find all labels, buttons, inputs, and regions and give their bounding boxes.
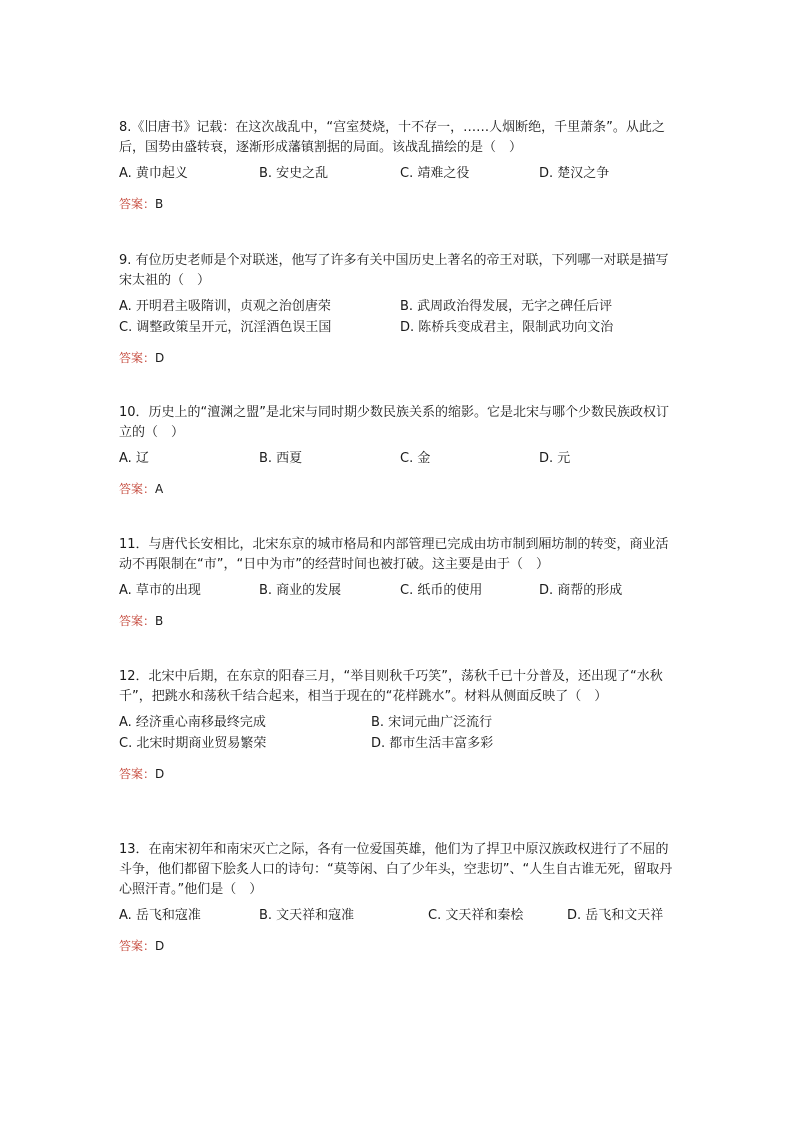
option-c: C. 调整政策呈开元，沉淫酒色误王国 <box>119 320 332 335</box>
option-b: B. 宋词元曲广泛流行 <box>371 715 493 730</box>
option-c: C. 纸币的使用 <box>400 583 483 598</box>
options-row <box>119 734 679 755</box>
option-c: C. 北宋时期商业贸易繁荣 <box>119 736 267 751</box>
options-row <box>119 297 679 318</box>
option-d: D. 楚汉之争 <box>539 166 610 181</box>
options-row <box>119 581 679 602</box>
option-a: A. 草市的出现 <box>119 583 201 598</box>
answer-label: 答案 <box>119 197 144 211</box>
question-11 <box>119 535 679 629</box>
answer-value: D <box>155 351 165 365</box>
question-stem: 8.《旧唐书》记载：在这次战乱中，“宫室焚烧，十不存一，……人烟断绝，千里萧条”。从此之后，国势由盛转衰，逐渐形成藩镇割据的局面。该战乱描绘的是（ ） <box>119 120 665 155</box>
option-c: C. 金 <box>400 451 431 466</box>
answer-label: 答案 <box>119 939 144 953</box>
option-a: A. 岳飞和寇准 <box>119 908 201 923</box>
answer-value: D <box>155 939 165 953</box>
answer-line: 答案：D <box>119 767 165 781</box>
option-b: B. 武周政治得发展，无字之碑任后评 <box>400 299 613 314</box>
option-d: D. 元 <box>539 451 571 466</box>
options-row <box>119 713 679 734</box>
question-stem: 13．在南宋初年和南宋灭亡之际，各有一位爱国英雄，他们为了捍卫中原汉族政权进行了不屈的斗争，他们都留下脍炙人口的诗句：“莫等闲、白了少年头，空悲切”、“人生自古谁无死，留取丹心照汗青。”他们是（ ） <box>119 842 673 897</box>
option-d: D. 都市生活丰富多彩 <box>371 736 494 751</box>
question-stem: 10．历史上的“澶渊之盟”是北宋与同时期少数民族关系的缩影。它是北宋与哪个少数民族政权订立的（ ） <box>119 405 670 440</box>
answer-label: 答案 <box>119 767 144 781</box>
answer-line: 答案：B <box>119 197 164 211</box>
options-row <box>119 164 679 185</box>
options-row <box>119 906 679 927</box>
option-d: D. 陈桥兵变成君主，限制武功向文治 <box>400 320 614 335</box>
option-a: A. 经济重心南移最终完成 <box>119 715 266 730</box>
question-stem: 11．与唐代长安相比，北宋东京的城市格局和内部管理已完成由坊市制到厢坊制的转变，商业活动不再限制在“市”，“日中为市”的经营时间也被打破。这主要是由于（ ） <box>119 537 669 572</box>
option-d: D. 岳飞和文天祥 <box>567 908 664 923</box>
option-b: B. 西夏 <box>259 451 303 466</box>
answer-value: B <box>155 197 164 211</box>
answer-value: D <box>155 767 165 781</box>
options <box>119 906 679 927</box>
options <box>119 581 679 602</box>
options <box>119 449 679 470</box>
option-a: A. 黄巾起义 <box>119 166 188 181</box>
answer-label: 答案 <box>119 482 144 496</box>
answer-label: 答案 <box>119 351 144 365</box>
options <box>119 713 679 755</box>
question-13 <box>119 840 679 954</box>
options-row <box>119 449 679 470</box>
question-stem: 12．北宋中后期，在东京的阳春三月，“举目则秋千巧笑”，荡秋千已十分普及，还出现了“水秋千”，把跳水和荡秋千结合起来，相当于现在的“花样跳水”。材料从侧面反映了（ ） <box>119 669 663 704</box>
answer-value: B <box>155 614 164 628</box>
option-b: B. 文天祥和寇准 <box>259 908 355 923</box>
answer-value: A <box>155 482 164 496</box>
answer-line: 答案：A <box>119 482 164 496</box>
answer-line: 答案：B <box>119 614 164 628</box>
option-a: A. 辽 <box>119 451 149 466</box>
answer-line: 答案：D <box>119 351 165 365</box>
option-a: A. 开明君主吸隋训，贞观之治创唐荣 <box>119 299 331 314</box>
option-b: B. 安史之乱 <box>259 166 329 181</box>
answer-line: 答案：D <box>119 939 165 953</box>
options <box>119 297 679 339</box>
options-row <box>119 318 679 339</box>
option-c: C. 文天祥和秦桧 <box>428 908 524 923</box>
question-10 <box>119 403 679 497</box>
question-9 <box>119 251 679 366</box>
option-b: B. 商业的发展 <box>259 583 342 598</box>
answer-label: 答案 <box>119 614 144 628</box>
question-12 <box>119 667 679 782</box>
option-c: C. 靖难之役 <box>400 166 470 181</box>
option-d: D. 商帮的形成 <box>539 583 623 598</box>
question-8 <box>119 118 679 212</box>
options <box>119 164 679 185</box>
question-stem: 9. 有位历史老师是个对联迷，他写了许多有关中国历史上著名的帝王对联，下列哪一对联是描写宋太祖的（ ） <box>119 253 669 288</box>
